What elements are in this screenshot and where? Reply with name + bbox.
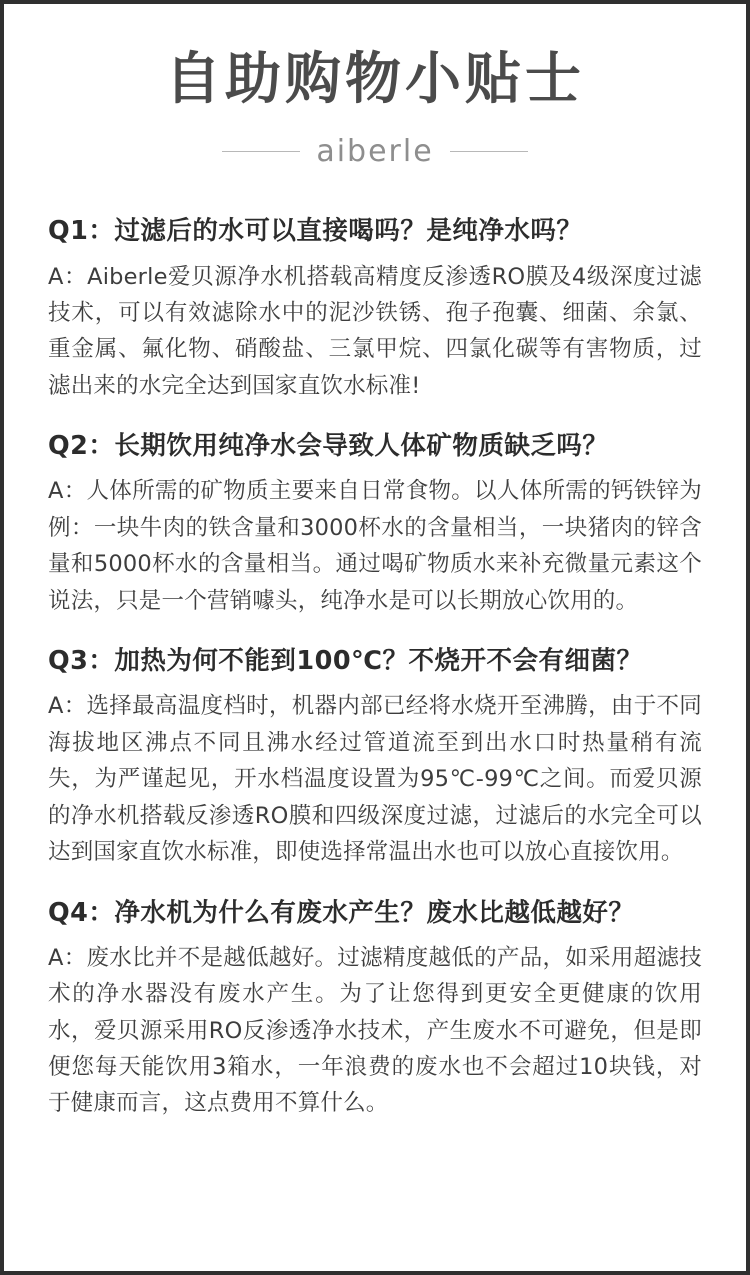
faq-answer: A：废水比并不是越低越好。过滤精度越低的产品，如采用超滤技术的净水器没有废水产生。为了让您得到更安全更健康的饮用水，爱贝源采用RO反渗透净水技术，产生废水不可避免，但是即便您每天能饮用3箱水，一年浪费的废水也不会超过10块钱，对于健康而言，这点费用不算什么。: [48, 944, 702, 1117]
faq-item: [48, 897, 702, 1122]
faq-question: Q2：长期饮用纯净水会导致人体矿物质缺乏吗？: [48, 431, 609, 462]
faq-item: [48, 645, 702, 870]
brand-lockup: [48, 134, 702, 169]
divider-left: [222, 151, 300, 152]
brand-name: aiberle: [316, 134, 434, 170]
faq-item: [48, 430, 702, 619]
divider-right: [450, 151, 528, 152]
faq-answer: A：选择最高温度档时，机器内部已经将水烧开至沸腾，由于不同海拔地区沸点不同且沸水经过管道流至到出水口时热量稍有流失，为严谨起见，开水档温度设置为95℃-99℃之间。而爱贝源的净水机搭载反渗透RO膜和四级深度过滤，过滤后的水完全可以达到国家直饮水标准，即使选择常温出水也可以放心直接饮用。: [48, 693, 702, 866]
faq-question: Q4：净水机为什么有废水产生？废水比越低越好？: [48, 897, 635, 928]
faq-answer: A：Aiberle爱贝源净水机搭载高精度反渗透RO膜及4级深度过滤技术，可以有效滤除水中的泥沙铁锈、孢子孢囊、细菌、余氯、重金属、氟化物、硝酸盐、三氯甲烷、四氯化碳等有害物质，过滤出来的水完全达到国家直饮水标准!: [48, 263, 702, 399]
faq-list: [48, 215, 702, 1121]
faq-answer: A：人体所需的矿物质主要来自日常食物。以人体所需的钙铁锌为例：一块牛肉的铁含量和3000杯水的含量相当，一块猪肉的锌含量和5000杯水的含量相当。通过喝矿物质水来补充微量元素这个说法，只是一个营销噱头，纯净水是可以长期放心饮用的。: [48, 478, 702, 614]
page-title: 自助购物小贴士: [165, 47, 585, 112]
faq-item: [48, 215, 702, 404]
faq-question: Q3：加热为何不能到100℃？不烧开不会有细菌？: [48, 646, 643, 677]
faq-question: Q1：过滤后的水可以直接喝吗？是纯净水吗？: [48, 216, 583, 247]
page-header: [48, 4, 702, 169]
